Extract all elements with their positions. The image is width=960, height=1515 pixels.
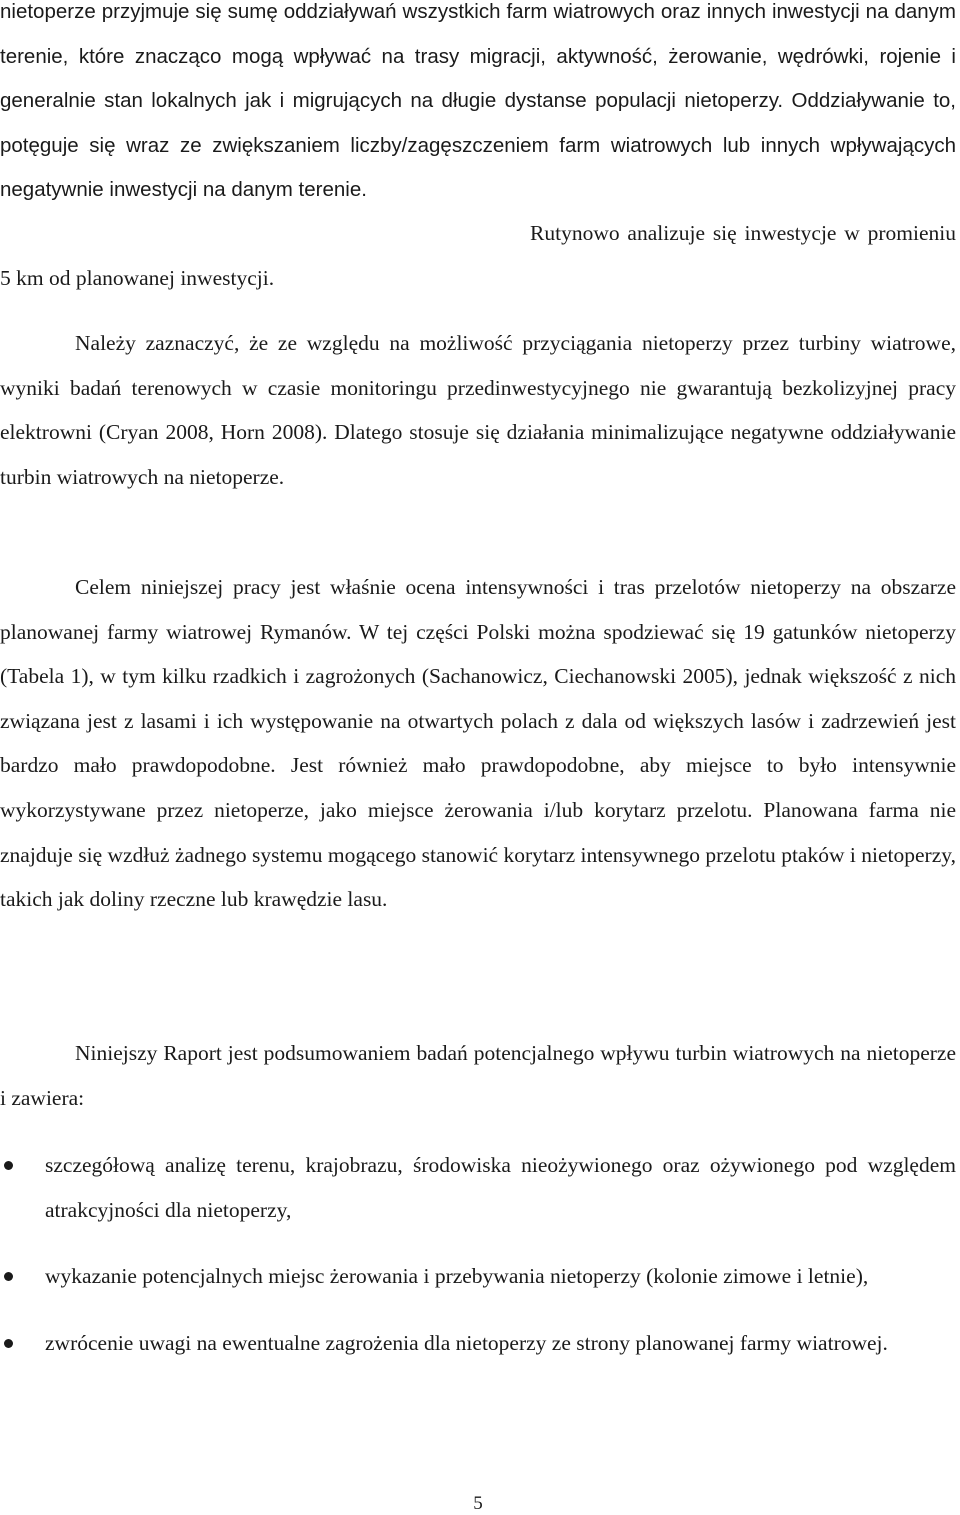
paragraph-report-summary: Niniejszy Raport jest podsumowaniem badań potencjalnego wpływu turbin wiatrowych na nietoperze i zawiera: [0,1041,956,1110]
paragraph-intro-serif-tail: Rutynowo analizuje się inwestycje w promieniu 5 km od planowanej inwestycji. [0,221,956,290]
bullet-icon [4,1339,13,1348]
page-number: 5 [473,1493,483,1514]
paragraph-study-aim: Celem niniejszej pracy jest właśnie ocena intensywności i tras przelotów nietoperzy na obszarze planowanej farmy wiatrowej Rymanów. W tej części Polski można spodziewać się 19 gatunków nietoperzy (Tabela 1), w tym kilku rzadkich i zagrożonych (Sachanowicz, Ciechanowski 2005), jednak większość z nich związana jest z lasami i ich występowanie na otwartych polach z dala od większych lasów i zadrzewień jest bardzo mało prawdopodobne. Jest również mało prawdopodobne, aby miejsce to było intensywnie wykorzystywane przez nietoperze, jako miejsce żerowania i/lub korytarz przelotu. Planowana farma nie znajduje się wzdłuż żadnego systemu mogącego stanowić korytarz intensywnego przelotu ptaków i nietoperzy, takich jak doliny rzeczne lub krawędzie lasu. [0,575,956,912]
list-item [0,1254,956,1299]
bullet-icon [4,1272,13,1281]
report-contents-list [0,1143,956,1387]
list-item-text: wykazanie potencjalnych miejsc żerowania i przebywania nietoperzy (kolonie zimowe i letnie), [45,1264,869,1289]
bullet-icon [4,1161,13,1170]
list-item-text: szczegółową analizę terenu, krajobrazu, środowiska nieożywionego oraz ożywionego pod względem atrakcyjności dla nietoperzy, [45,1153,956,1222]
list-item [0,1143,956,1232]
paragraph-intro-sans: nietoperze przyjmuje się sumę oddziaływań wszystkich farm wiatrowych oraz innych inwestycji na danym terenie, które znacząco mogą wpływać na trasy migracji, aktywność, żerowanie, wędrówki, rojenie i generalnie stan lokalnych jak i migrujących na długie dystanse populacji nietoperzy. Oddziaływanie to, potęguje się wraz ze zwiększaniem liczby/zagęszczeniem farm wiatrowych lub innych wpływających negatywnie inwestycji na danym terenie. [0,0,956,201]
paragraph-attraction-note: Należy zaznaczyć, że ze względu na możliwość przyciągania nietoperzy przez turbiny wiatrowe, wyniki badań terenowych w czasie monitoringu przedinwestycyjnego nie gwarantują bezkolizyjnej pracy elektrowni (Cryan 2008, Horn 2008). Dlatego stosuje się działania minimalizujące negatywne oddziaływanie turbin wiatrowych na nietoperze. [0,331,956,489]
list-item [0,1321,956,1366]
list-item-text: zwrócenie uwagi na ewentualne zagrożenia dla nietoperzy ze strony planowanej farmy wiatrowej. [45,1330,888,1355]
